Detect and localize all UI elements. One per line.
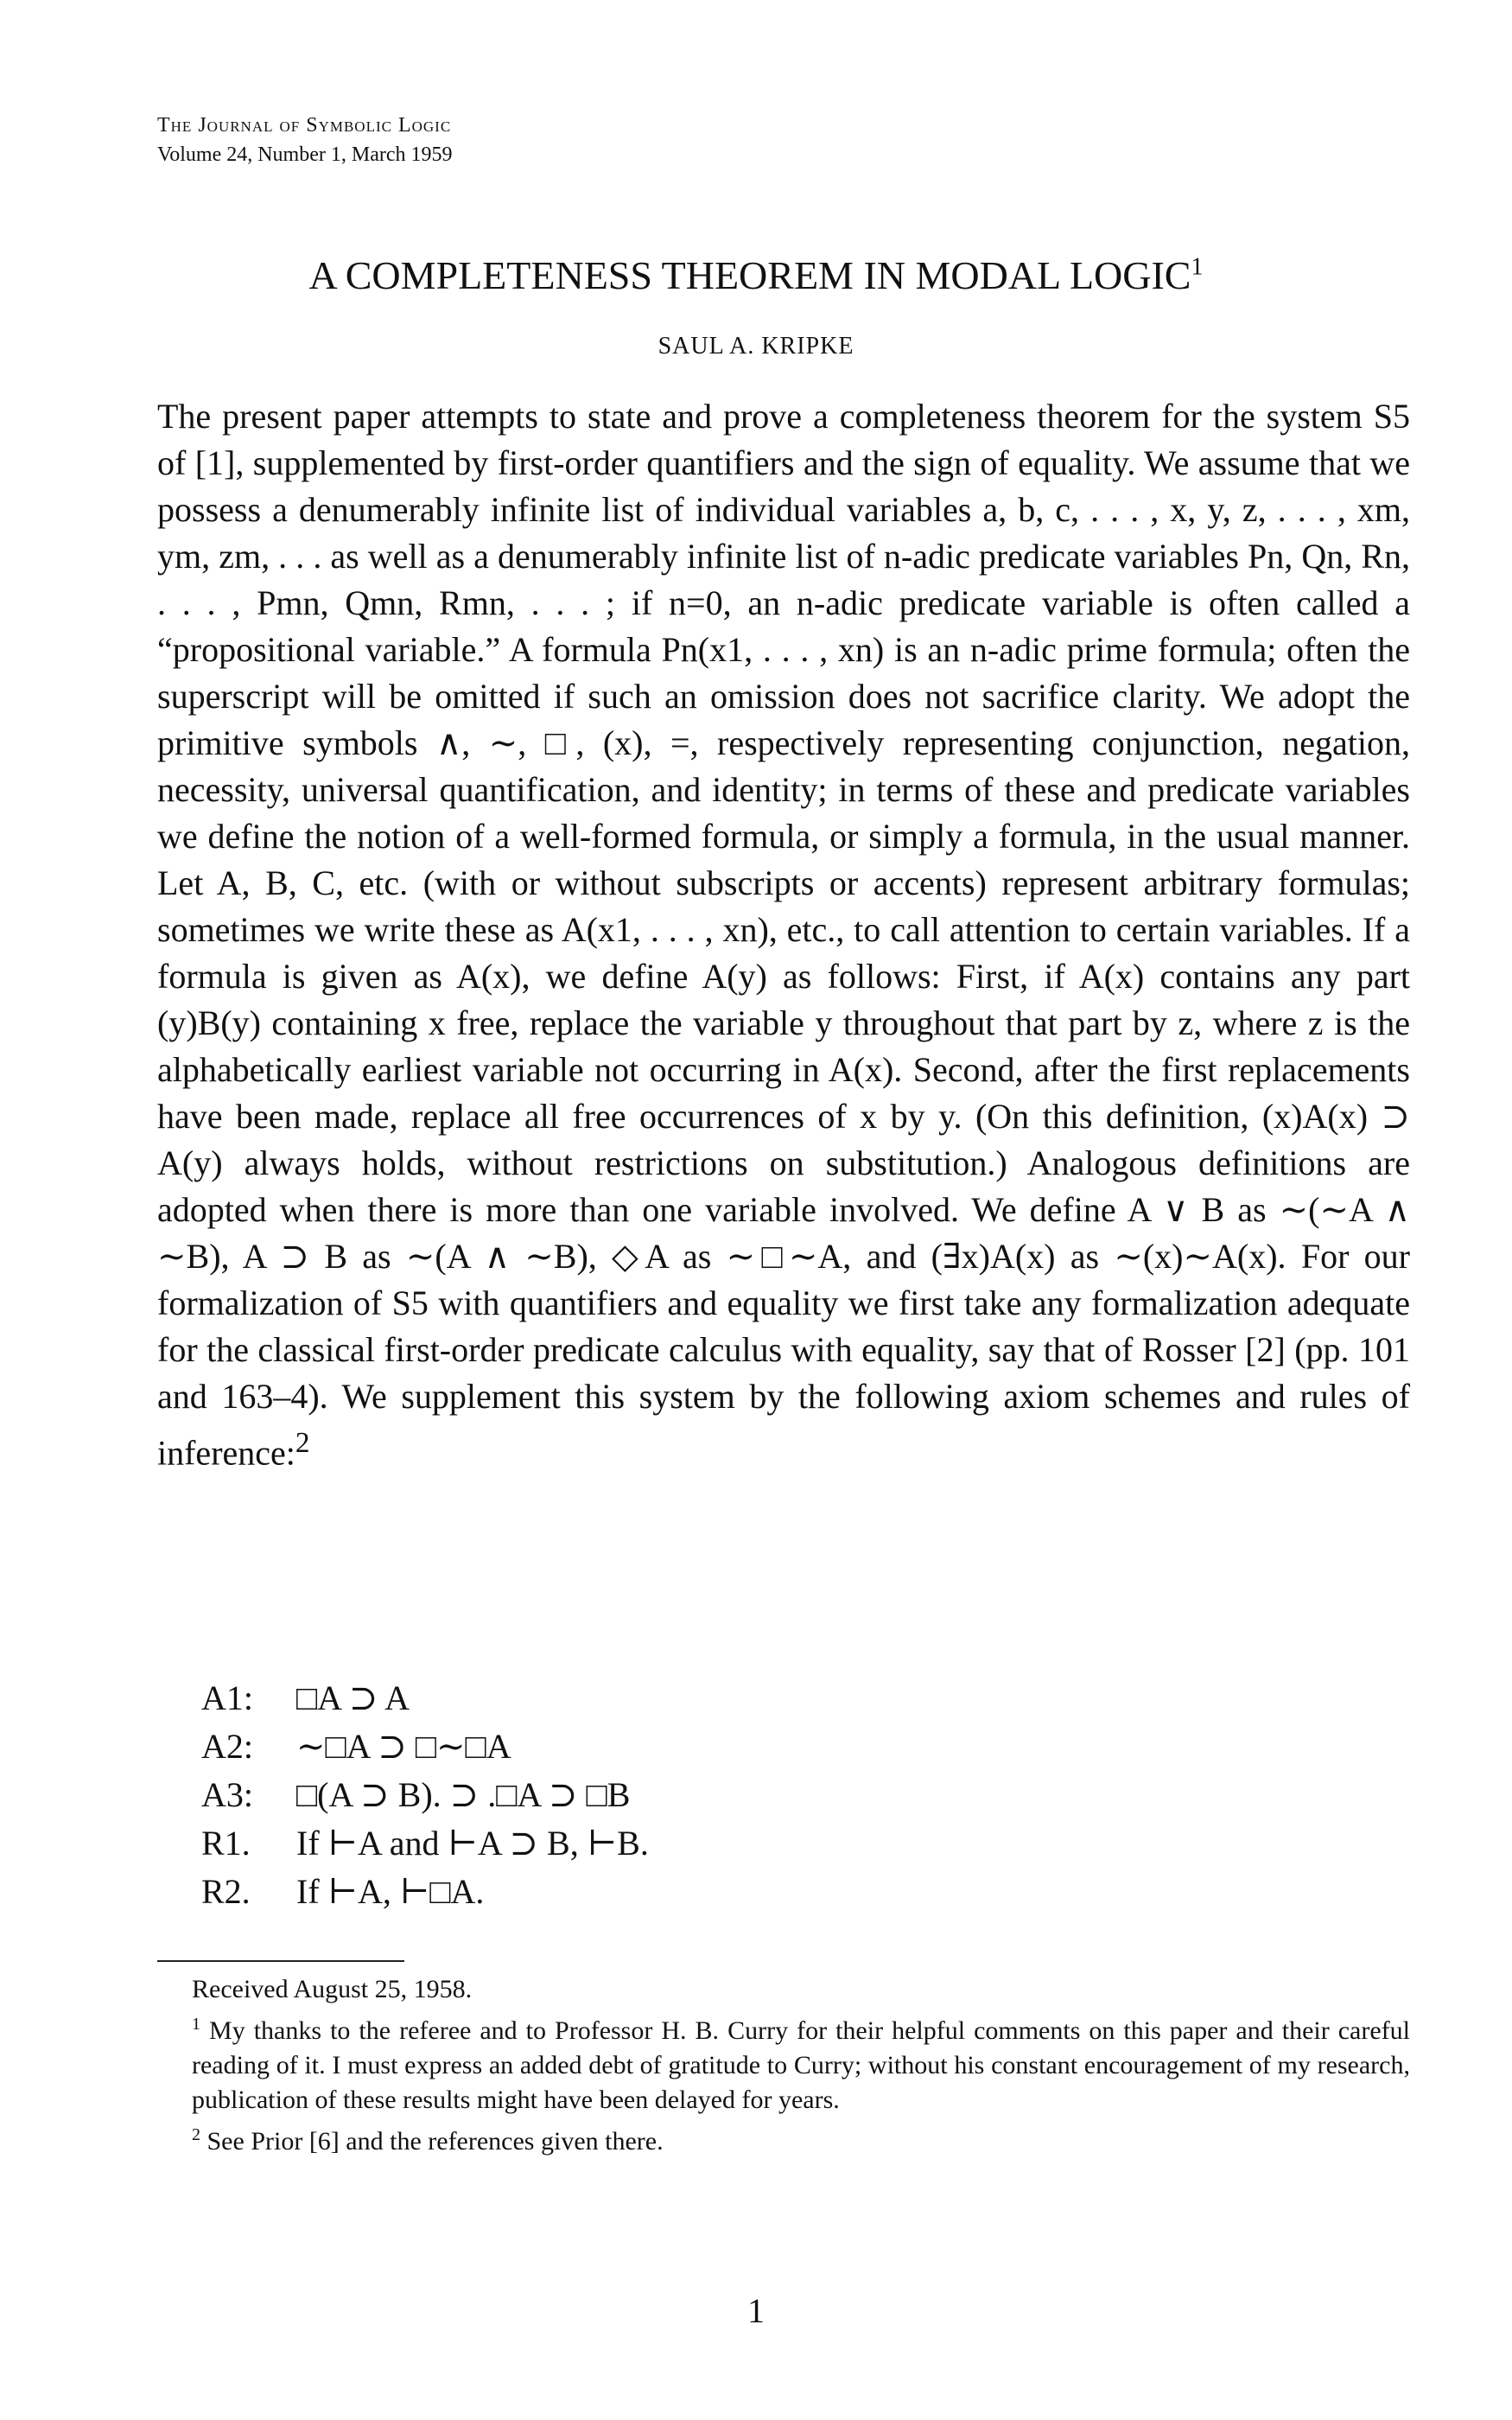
axiom-label: A1: — [201, 1678, 253, 1717]
paper-title-text: A COMPLETENESS THEOREM IN MODAL LOGIC — [308, 253, 1191, 297]
axiom-formula: □(A ⊃ B). ⊃ .□A ⊃ □B — [296, 1775, 631, 1814]
axiom-row — [201, 1674, 649, 1723]
footnote-divider — [157, 1960, 404, 1962]
axiom-formula: □A ⊃ A — [296, 1678, 410, 1717]
axiom-row — [201, 1771, 649, 1819]
journal-header — [157, 111, 453, 169]
axiom-row — [201, 1819, 649, 1868]
body-paragraph — [157, 393, 1410, 1476]
footnote-1-mark: 1 — [192, 2015, 200, 2034]
footnote-2-text: See Prior [6] and the references given there. — [206, 2127, 664, 2156]
journal-name: The Journal of Symbolic Logic — [157, 114, 452, 137]
received-date: Received August 25, 1958. — [192, 1975, 473, 2003]
page-number: 1 — [747, 2291, 765, 2330]
axiom-row — [201, 1868, 649, 1916]
journal-issue: Volume 24, Number 1, March 1959 — [157, 143, 453, 166]
footnote-2 — [192, 2118, 1410, 2159]
axiom-row — [201, 1723, 649, 1771]
axiom-formula: ∼□A ⊃ □∼□A — [296, 1727, 511, 1766]
footnote-1-text: My thanks to the referee and to Professor H. B. Curry for their helpful comments on this paper and their careful reading of it. I must express an added debt of gratitude to Curry; without his constant encouragement of my research, publication of these results might have been delayed for years. — [192, 2016, 1411, 2114]
rule-label: R1. — [201, 1824, 251, 1863]
rule-label: R2. — [201, 1872, 251, 1911]
paper-title — [0, 252, 1512, 298]
body-text: The present paper attempts to state and prove a completeness theorem for the system S5 of [1], supplemented by first-order quantifiers and the sign of equality. We assume that we possess a denumerably infinite list of individual variables a, b, c, . . . , x, y, z, . . . , xm, ym, zm, . . . as well as a denumerably infinite list of n-adic predicate variables Pn, Qn, Rn, . . . , Pmn, Qmn, Rmn, . . . ; if n=0, an n-adic predicate variable is often called a “propositional variable.” A formula Pn(x1, . . . , xn) is an n-adic prime formula; often the superscript will be omitted if such an omission does not sacrifice clarity. We adopt the primitive symbols ∧, ∼, □, (x), =, respectively representing conjunction, negation, necessity, universal quantification, and identity; in terms of these and predicate variables we define the notion of a well-formed formula, or simply a formula, in the usual manner. Let A, B, C, etc. (with or without subscripts or accents) represent arbitrary formulas; sometimes we write these as A(x1, . . . , xn), etc., to call attention to certain variables. If a formula is given as A(x), we define A(y) as follows: First, if A(x) contains any part (y)B(y) containing x free, replace the variable y throughout that part by z, where z is the alphabetically earliest variable not occurring in A(x). Second, after the first replacements have been made, replace all free occurrences of x by y. (On this definition, (x)A(x) ⊃ A(y) always holds, without restrictions on substitution.) Analogous definitions are adopted when there is more than one variable involved. We define A ∨ B as ∼(∼A ∧ ∼B), A ⊃ B as ∼(A ∧ ∼B), ◇A as ∼□∼A, and (∃x)A(x) as ∼(x)∼A(x). For our formalization of S5 with quantifiers and equality we first take any formalization adequate for the classical first-order predicate calculus with equality, say that of Rosser [2] (pp. 101 and 163–4). We supplement this system by the following axiom schemes and rules of inference: — [157, 397, 1410, 1473]
axiom-list — [201, 1674, 649, 1916]
axiom-label: A3: — [201, 1775, 253, 1814]
footnote-1 — [192, 2007, 1410, 2118]
footnote-2-mark: 2 — [192, 2125, 200, 2144]
body-footnote-mark: 2 — [295, 1427, 310, 1459]
title-footnote-mark: 1 — [1191, 253, 1204, 281]
rule-formula: If ⊢A and ⊢A ⊃ B, ⊢B. — [296, 1824, 649, 1863]
axiom-label: A2: — [201, 1727, 253, 1766]
footnotes — [192, 1972, 1410, 2159]
author-name: SAUL A. KRIPKE — [658, 333, 854, 360]
rule-formula: If ⊢A, ⊢□A. — [296, 1872, 485, 1911]
